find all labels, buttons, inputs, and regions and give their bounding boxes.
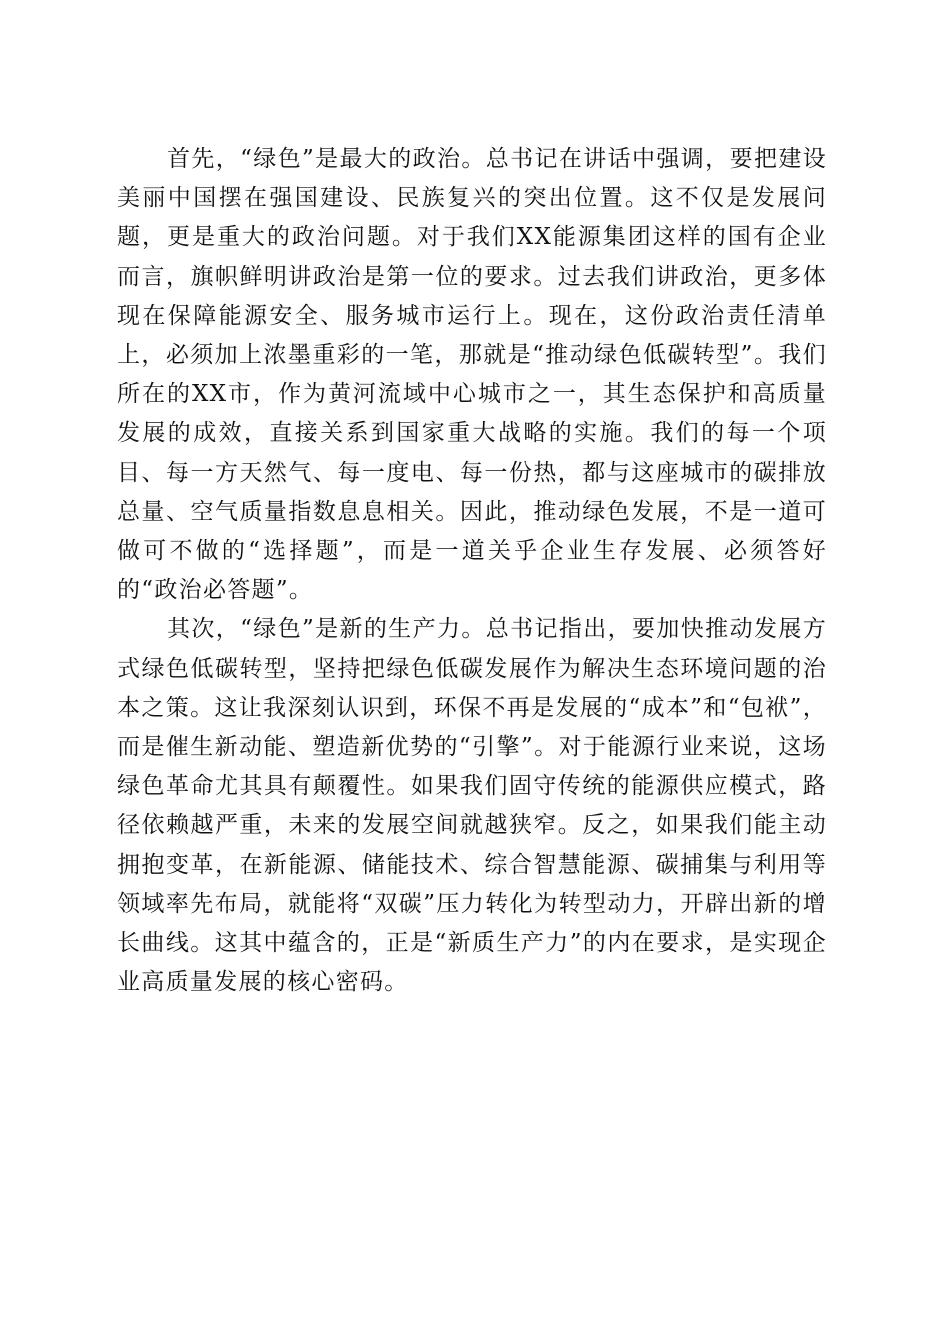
- paragraph-2: 其次，“绿色”是新的生产力。总书记指出，要加快推动发展方式绿色低碳转型，坚持把绿色低碳发展作为解决生态环境问题的治本之策。这让我深刻认识到，环保不再是发展的“成本”和“包袱”，而是催生新动能、塑造新优势的“引擎”。对于能源行业来说，这场绿色革命尤其具有颠覆性。如果我们固守传统的能源供应模式，路径依赖越严重，未来的发展空间就越狭窄。反之，如果我们能主动拥抱变革，在新能源、储能技术、综合智慧能源、碳捕集与利用等领域率先布局，就能将“双碳”压力转化为转型动力，开辟出新的增长曲线。这其中蕴含的，正是“新质生产力”的内在要求，是实现企业高质量发展的核心密码。: [117, 616, 827, 996]
- document-body: [117, 140, 827, 1002]
- paragraph-1: 首先，“绿色”是最大的政治。总书记在讲话中强调，要把建设美丽中国摆在强国建设、民族复兴的突出位置。这不仅是发展问题，更是重大的政治问题。对于我们XX能源集团这样的国有企业而言，旗帜鲜明讲政治是第一位的要求。过去我们讲政治，更多体现在保障能源安全、服务城市运行上。现在，这份政治责任清单上，必须加上浓墨重彩的一笔，那就是“推动绿色低碳转型”。我们所在的XX市，作为黄河流域中心城市之一，其生态保护和高质量发展的成效，直接关系到国家重大战略的实施。我们的每一个项目、每一方天然气、每一度电、每一份热，都与这座城市的碳排放总量、空气质量指数息息相关。因此，推动绿色发展，不是一道可做可不做的“选择题”，而是一道关乎企业生存发展、必须答好的“政治必答题”。: [117, 146, 827, 604]
